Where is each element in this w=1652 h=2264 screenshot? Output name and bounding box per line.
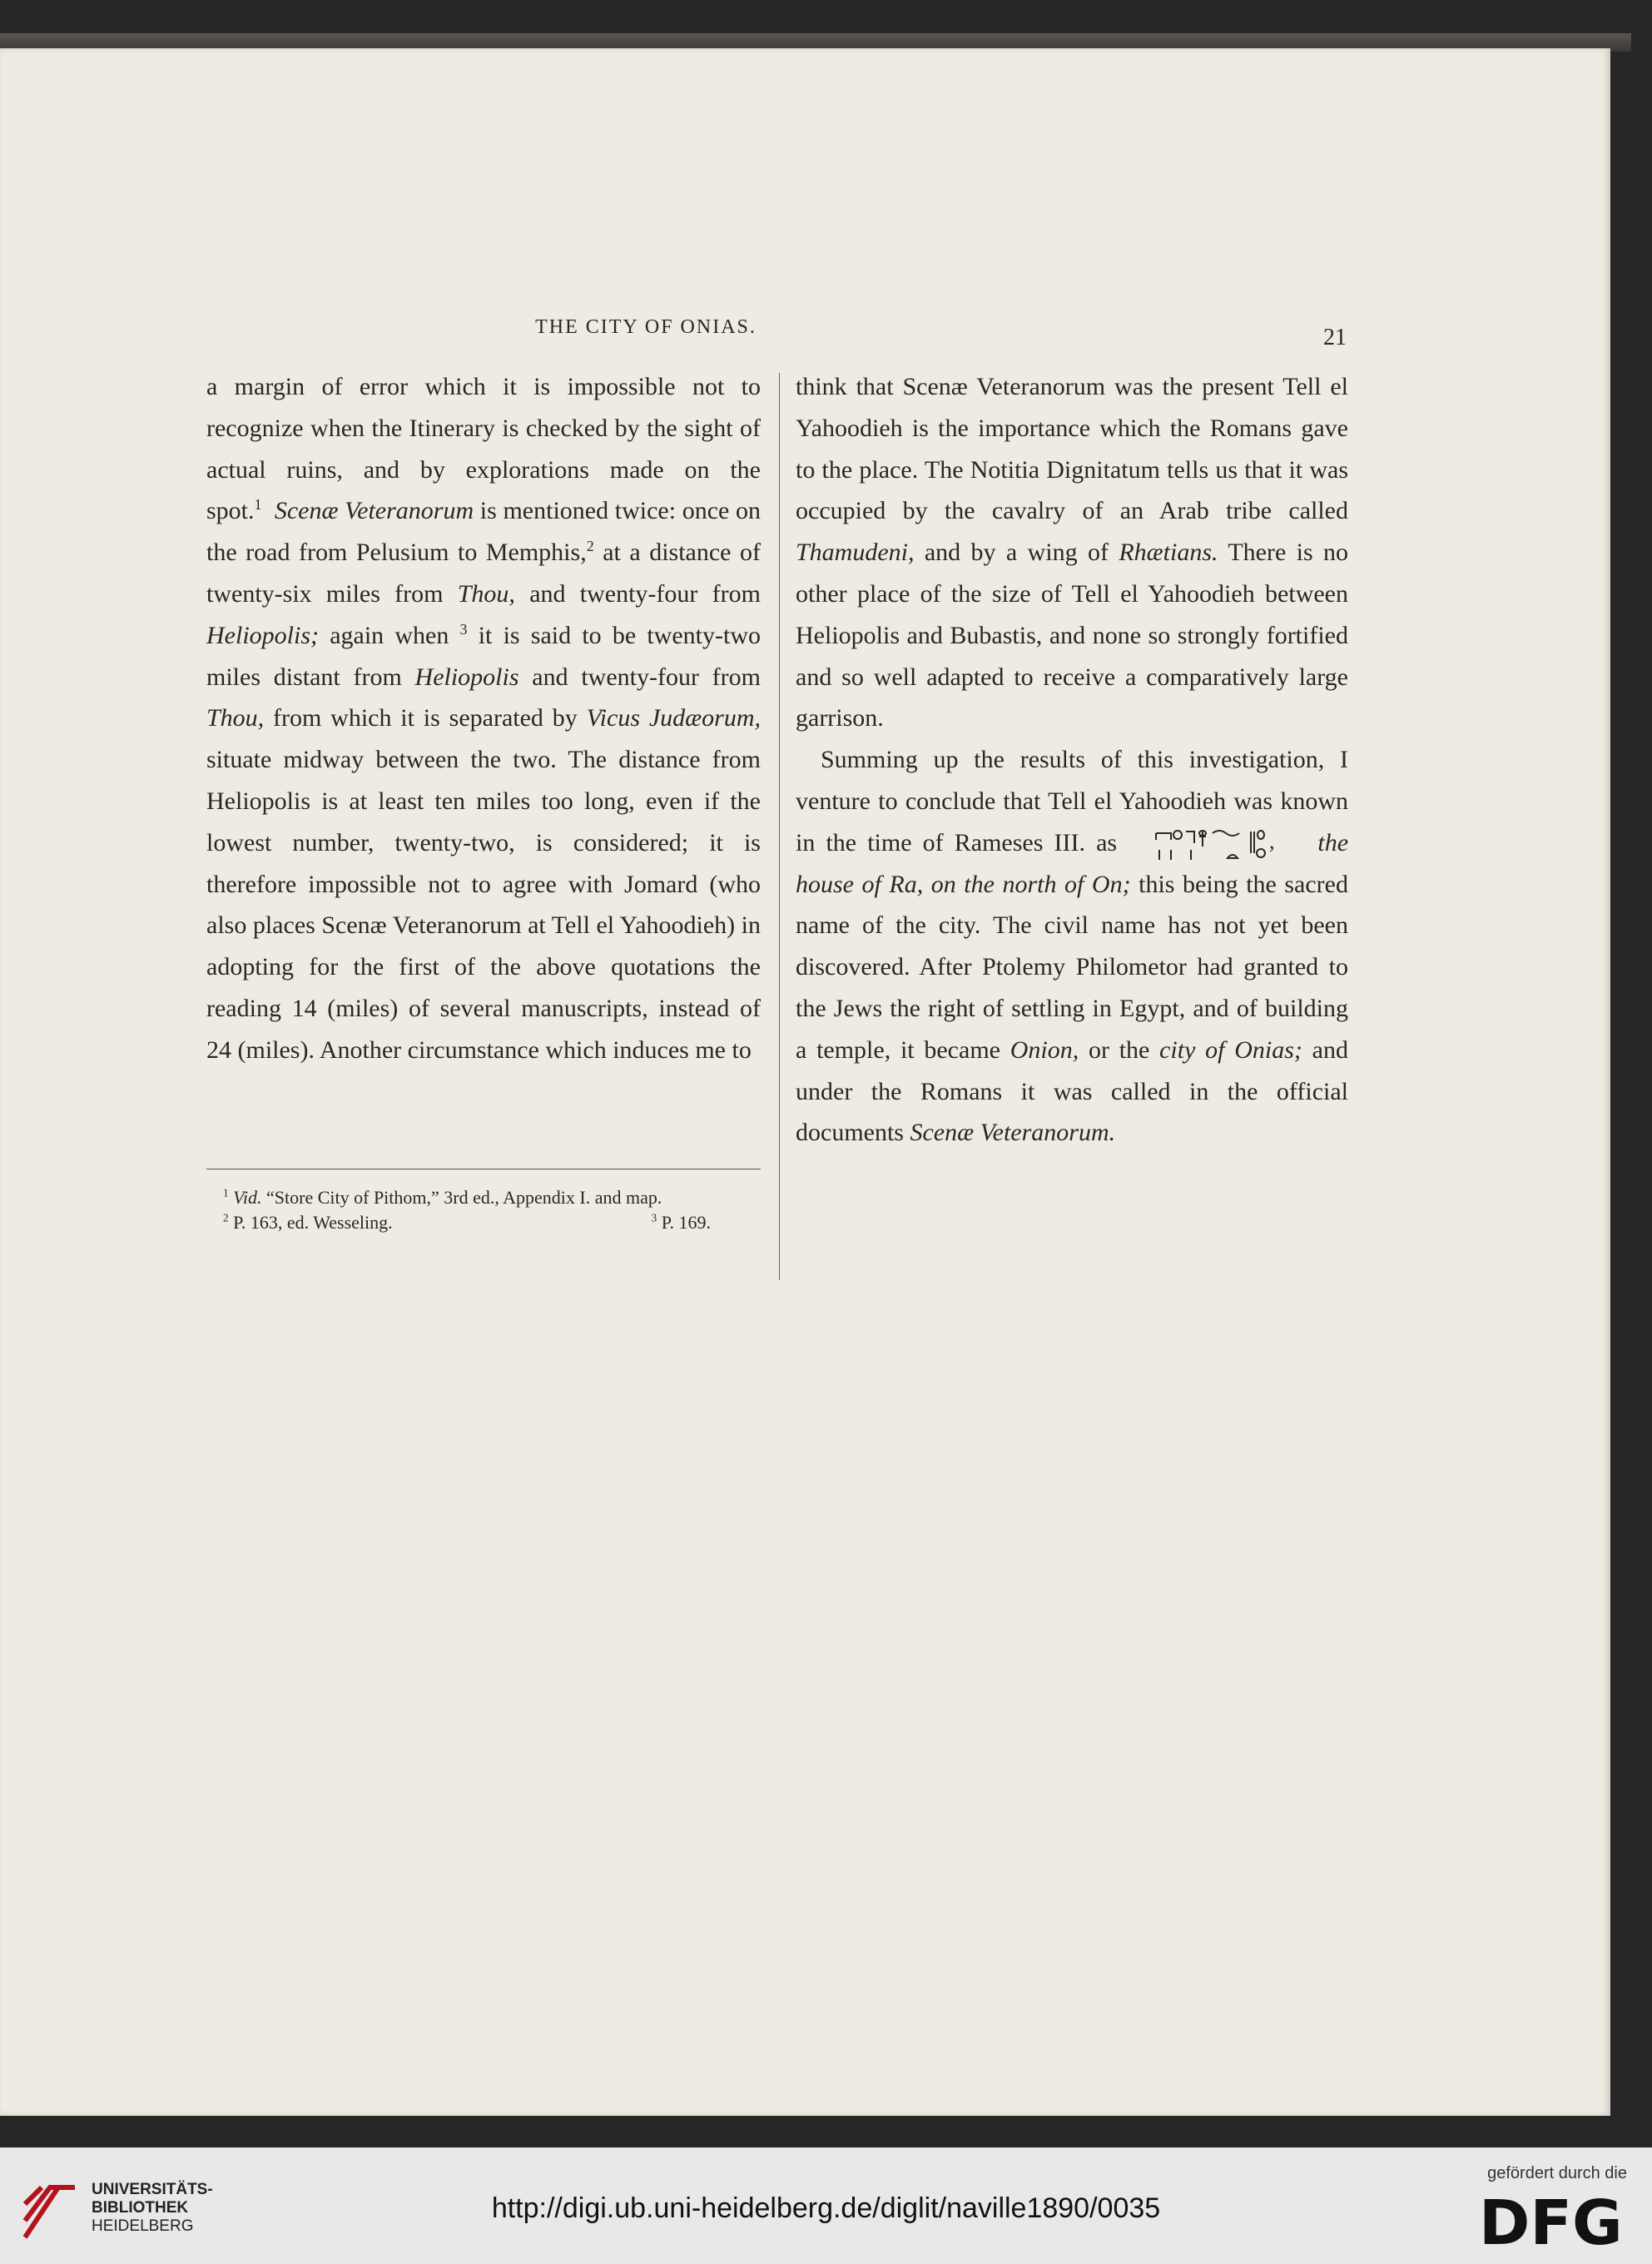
right-column [796, 366, 1348, 1154]
italic-term: Thou, [457, 579, 515, 608]
text-run: and twenty-four from [514, 579, 761, 608]
italic-term: Vid. [233, 1187, 262, 1208]
text-run: and twenty-four from [518, 663, 761, 691]
text-run: Summing up the results of this investigation, I venture to conclude that Tell el Yahoodieh was known in the time of Rameses III. as [796, 746, 1348, 856]
page-number: 21 [1323, 325, 1347, 350]
italic-term: Rhætians. [1119, 539, 1218, 567]
text-run: again when [319, 621, 460, 649]
column-rule [779, 373, 780, 1280]
text-run: and under the Romans it was called in the official documents [796, 1035, 1348, 1147]
italic-term: Scenæ Veteranorum. [910, 1119, 1116, 1147]
text-run: There is no other place of the size of Tell el Yahoodieh between Heliopolis and Bubastis, and none so strongly fortified and so well adapted to receive a comparatively large garrison. [796, 539, 1349, 732]
dfg-logo-text: DFG [1479, 2189, 1623, 2249]
left-column [206, 366, 761, 1071]
footnote-ref: 2 [586, 538, 594, 555]
italic-term: Scenæ Veteranorum [274, 497, 474, 525]
library-name-line: HEIDELBERG [92, 2217, 194, 2235]
hieroglyph-icon [1153, 828, 1332, 861]
dfg-logo-icon [1479, 2189, 1629, 2249]
footnote-mark: 2 [223, 1211, 229, 1224]
footnote-2 [223, 1210, 393, 1235]
svg-text:,: , [1269, 828, 1275, 853]
italic-term: city of Onias; [1159, 1035, 1302, 1064]
footnote-text: P. 163, ed. Wesseling. [228, 1212, 393, 1233]
library-name-line: BIBLIOTHEK [92, 2199, 189, 2217]
footnotes [206, 1185, 761, 1235]
footnote-mark: 1 [223, 1186, 229, 1199]
footnote-row [206, 1210, 761, 1235]
footnote-ref: 3 [459, 620, 468, 638]
viewer-footer [0, 2147, 1652, 2264]
italic-term: Thamudeni, [796, 539, 915, 567]
footnote-1 [206, 1185, 761, 1210]
text-run: think that Scenæ Veteranorum was the present Tell el Yahoodieh is the importance which the Romans gave to the place. The Notitia Dignitatum tells us that it was occupied by the cavalry of an Arab tribe called [796, 373, 1348, 525]
book-page [0, 48, 1610, 2116]
funded-by-label: gefördert durch die [1487, 2164, 1627, 2182]
right-paragraph-1 [796, 366, 1348, 739]
text-run: situate midway between the two. The distance from Heliopolis is at least ten miles too long, even if the lowest number, twenty-two, is considered; it is therefore impossible not to agree with Jomard (who also places Scenæ Veteranorum at Tell el Yahoodieh) in adopting for the first of the above quotations the reading 14 (miles) of several manuscripts, instead of 24 (miles). Another circumstance which induces me to [206, 746, 761, 1064]
italic-term: Vicus Judæorum, [586, 704, 761, 732]
italic-term: Heliopolis [414, 663, 519, 691]
footnote-3 [652, 1210, 711, 1235]
text-run: this being the sacred name of the city. The civil name has not yet been discovered. After Ptolemy Philometor had granted to the Jews the right of settling in Egypt, and of building a temple, it became [796, 870, 1348, 1064]
right-paragraph-2 [796, 739, 1348, 1154]
text-run: it is said to be twenty-two miles distant from [206, 621, 761, 691]
hieroglyph-group [1128, 828, 1307, 861]
library-name-line: UNIVERSITÄTS- [92, 2181, 213, 2198]
text-run: from which it is separated by [264, 704, 587, 732]
text-run: a margin of error which it is impossible not to recognize when the Itinerary is checked by the sight of actual ruins, and by explorations made on the spot. [206, 373, 761, 525]
left-paragraph [206, 366, 761, 1071]
italic-term: Heliopolis; [206, 621, 319, 649]
text-run: at a distance of twenty-six miles from [206, 539, 762, 608]
italic-term: the house of Ra, on the north of On; [796, 828, 1349, 898]
footnote-ref: 1 [254, 496, 262, 514]
footnote-text: P. 169. [657, 1212, 711, 1233]
italic-term: Thou, [206, 704, 265, 732]
italic-term: Onion, [1010, 1035, 1079, 1064]
running-head: THE CITY OF ONIAS. [535, 316, 757, 338]
text-run: and by a wing of [914, 539, 1119, 567]
text-run: or the [1079, 1035, 1160, 1064]
permalink-url[interactable]: http://digi.ub.uni-heidelberg.de/diglit/naville1890/0035 [491, 2192, 1161, 2224]
footnote-text: “Store City of Pithom,” 3rd ed., Appendix I. and map. [261, 1187, 662, 1208]
footnote-mark: 3 [651, 1211, 657, 1224]
text-run: is mentioned twice: once on the road from Pelusium to Memphis, [206, 497, 762, 567]
